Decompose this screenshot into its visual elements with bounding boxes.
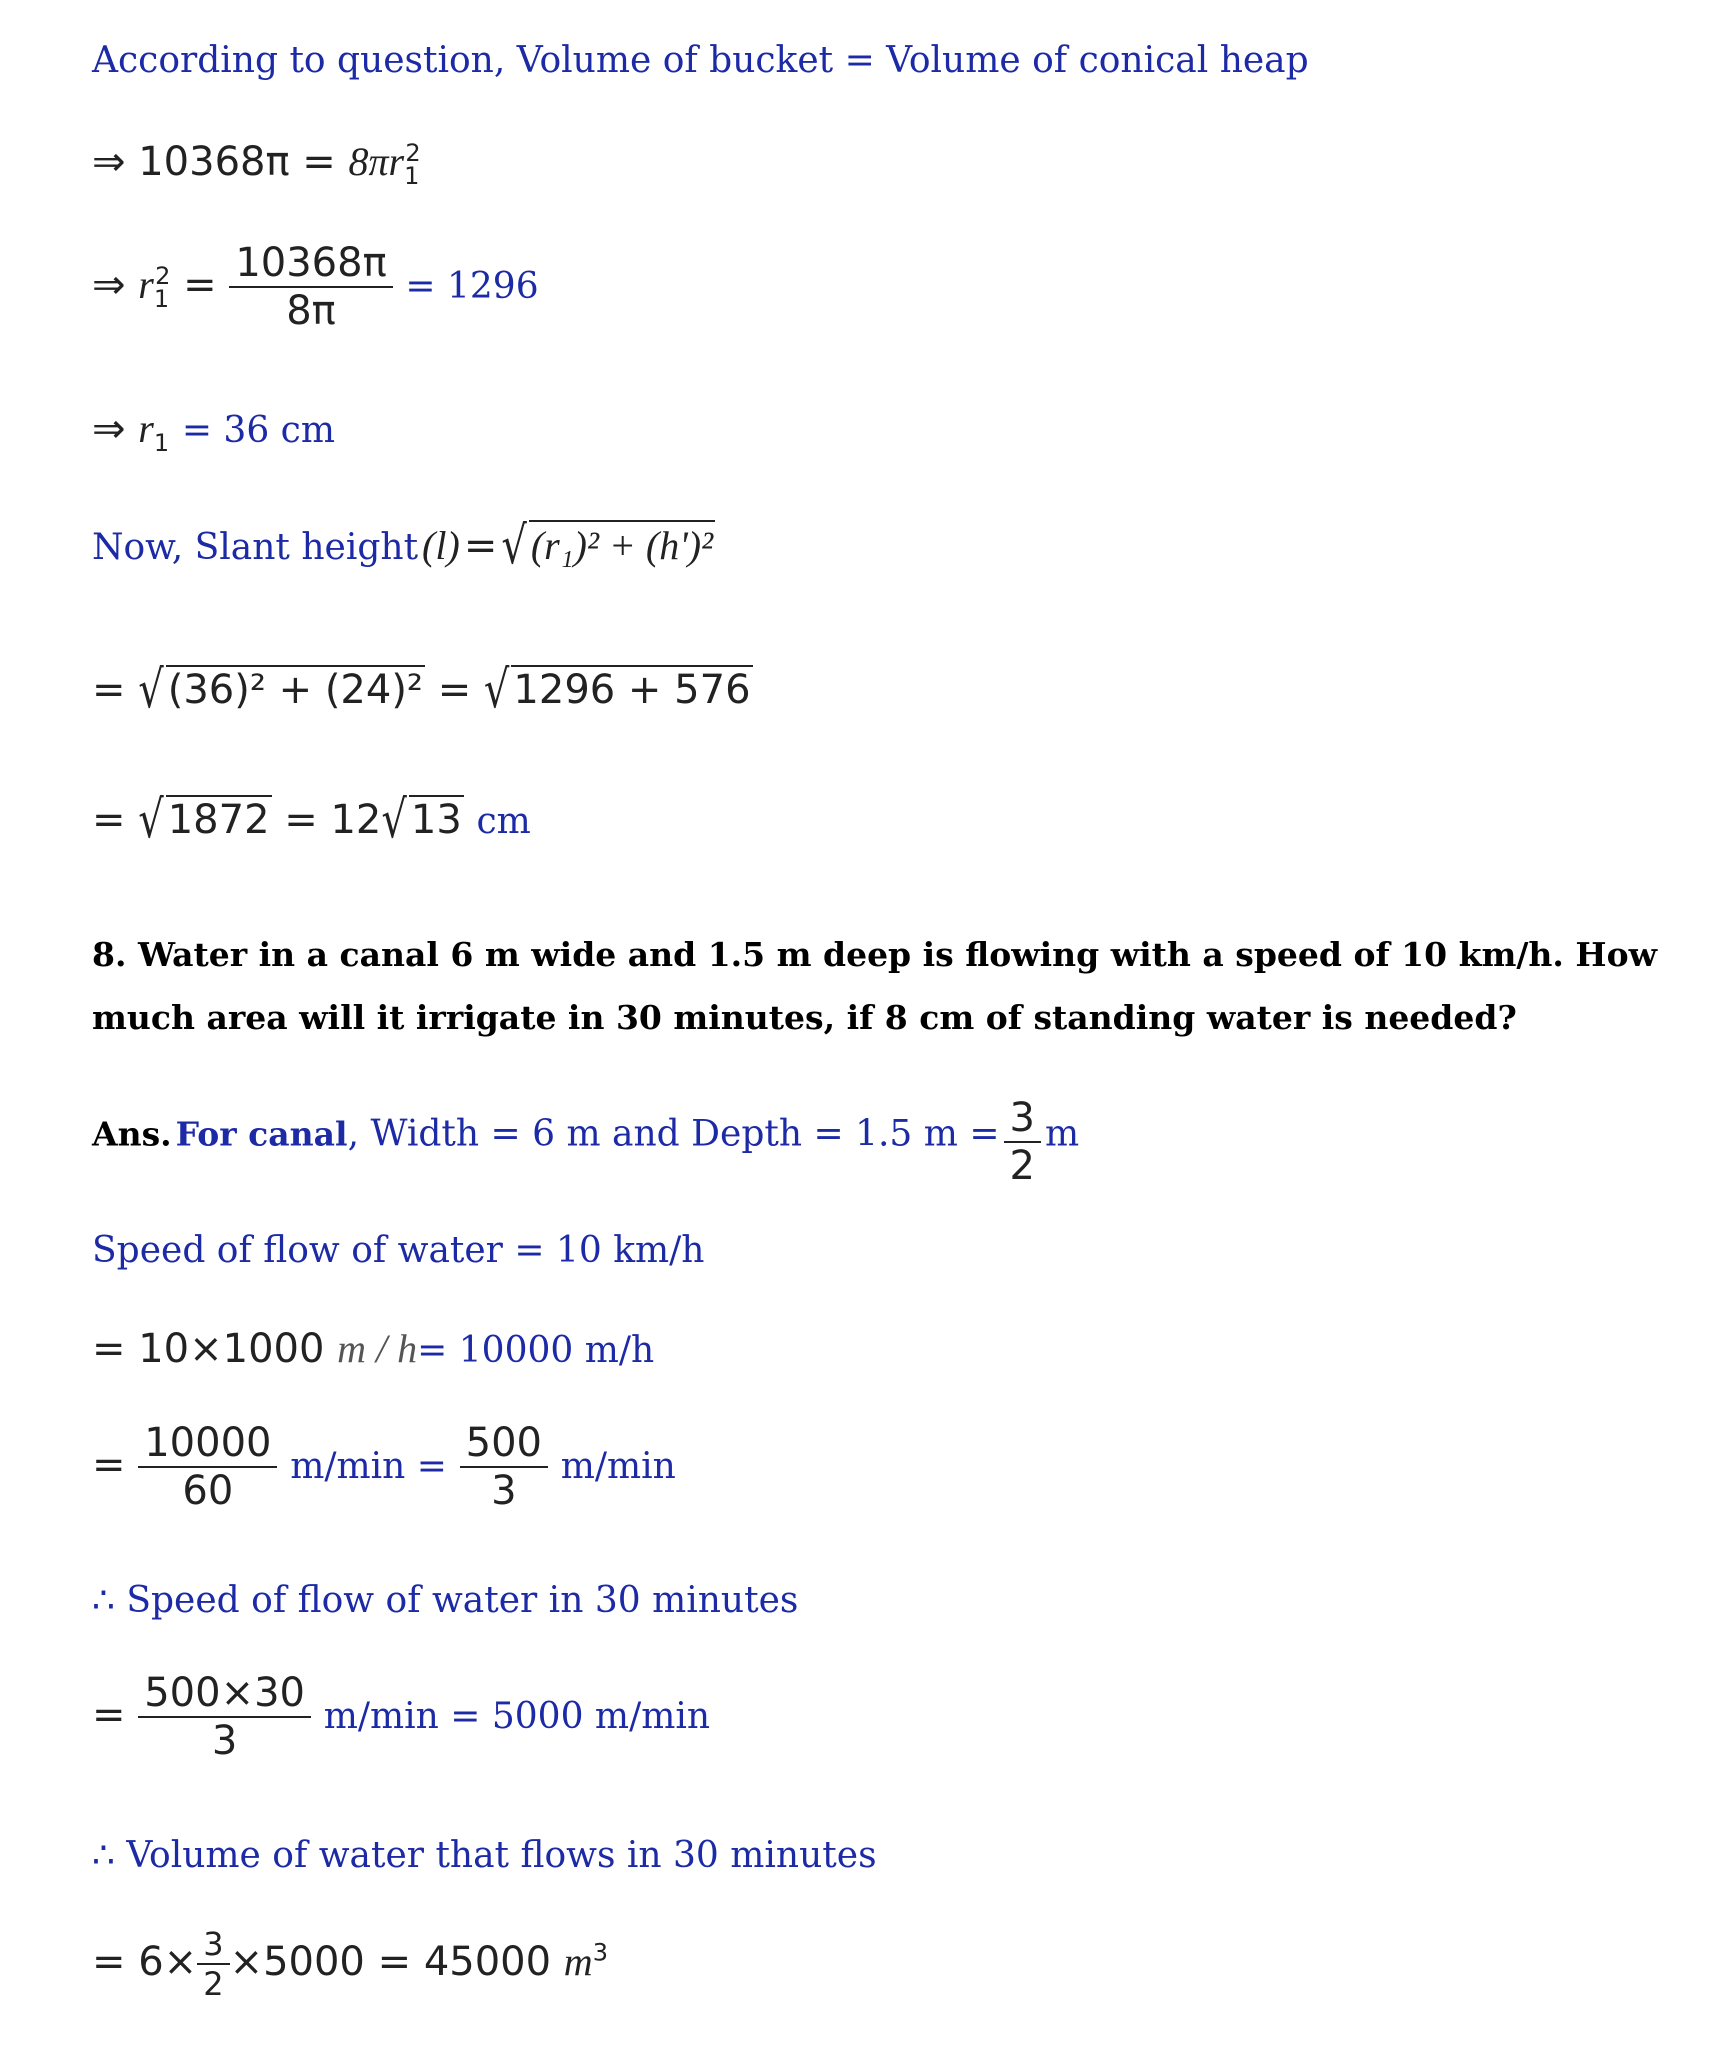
unit: m/min xyxy=(560,1446,676,1487)
sqrt-expression: 1872 xyxy=(167,797,270,843)
lhs: 10368π xyxy=(138,139,290,185)
dimensions: , Width = 6 m and Depth = 1.5 m = xyxy=(347,1113,1000,1155)
therefore-speed-line: ∴ Speed of flow of water in 30 minutes xyxy=(92,1580,799,1621)
slant-height-result: = √ 1872 = 12√ 13 cm xyxy=(92,790,531,850)
therefore-volume-line: ∴ Volume of water that flows in 30 minutes xyxy=(92,1835,877,1876)
equals: = xyxy=(302,139,336,185)
equals: = xyxy=(92,1939,126,1985)
numerator: 3 xyxy=(1009,1095,1035,1141)
fraction xyxy=(197,1925,229,2003)
intro-line: According to question, Volume of bucket = Volume of conical heap xyxy=(92,40,1309,81)
for-canal-label: For canal xyxy=(175,1114,348,1154)
speed-conversion xyxy=(92,1325,654,1372)
implies-arrow: ⇒ xyxy=(92,262,126,308)
result: = 36 cm xyxy=(181,410,335,451)
fraction-1 xyxy=(138,1420,277,1514)
l-var: (l) xyxy=(422,523,460,568)
volume-calculation: = 6× $\frac{3}{2}$ ×5000 = 45000 $m^3$ xyxy=(92,1925,608,2003)
numerator: 3 xyxy=(203,1925,224,1963)
r-var: r xyxy=(138,262,154,307)
equals: = xyxy=(92,1442,126,1488)
question-line-1: 8. Water in a canal 6 m wide and 1.5 m deep is flowing with a speed of 10 km/h. How xyxy=(92,935,1657,974)
equals: = xyxy=(437,667,472,713)
result: = 1296 xyxy=(405,266,539,307)
r-var: r xyxy=(138,406,154,451)
factor: 6× xyxy=(138,1939,198,1985)
equals: = xyxy=(92,1692,126,1738)
sqrt-expression: (r₁)² + (h')² xyxy=(529,520,715,569)
denominator: 8π xyxy=(286,288,336,334)
denominator: 60 xyxy=(182,1468,234,1514)
numerator: 10000 xyxy=(144,1420,272,1466)
equals: = xyxy=(92,1326,126,1372)
ans-label: Ans. xyxy=(92,1114,172,1154)
fraction-2 xyxy=(460,1420,548,1514)
equation-r-squared: ⇒ $r_1^2$ = $\frac{10368\pi}{8\pi}$ = 1296 xyxy=(92,240,539,334)
implies-arrow: ⇒ xyxy=(92,406,126,452)
sqrt-expression: 1296 + 576 xyxy=(513,667,751,713)
denominator: 3 xyxy=(491,1468,517,1514)
fraction xyxy=(138,1670,311,1764)
equals: = xyxy=(183,262,217,308)
fraction xyxy=(229,240,392,334)
unit: cm xyxy=(476,801,531,842)
unit: m xyxy=(563,1939,593,1984)
slant-height-substitution: = √ (36)² + (24)² = √ 1296 + 576 xyxy=(92,660,751,720)
equals: = xyxy=(92,797,126,843)
denominator: 2 xyxy=(203,1965,224,2003)
answer-line xyxy=(92,1095,1079,1189)
equals: = xyxy=(463,523,498,569)
result: = 10000 m/h xyxy=(417,1330,655,1371)
denominator: 2 xyxy=(1009,1143,1035,1189)
factor: ×5000 xyxy=(229,1939,365,1985)
denominator: 3 xyxy=(211,1718,238,1764)
depth-fraction xyxy=(1004,1095,1041,1189)
sqrt-expression: (36)² + (24)² xyxy=(167,667,423,713)
numerator: 10368π xyxy=(235,240,387,286)
result: 45000 xyxy=(423,1939,552,1985)
equals: = xyxy=(377,1939,412,1985)
equals: = xyxy=(284,797,318,843)
slant-height-line: Now, Slant height (l) = √ (r₁)² + (h')² xyxy=(92,516,714,576)
speed-per-minute xyxy=(92,1420,676,1514)
equals: = xyxy=(92,667,126,713)
question-line-2: much area will it irrigate in 30 minutes, if 8 cm of standing water is needed? xyxy=(92,998,1517,1037)
rhs: 8πr xyxy=(348,139,405,184)
numerator: 500×30 xyxy=(144,1670,305,1716)
equation-volume-equality: ⇒ $10368\pi = 8\pi r_1^2$ xyxy=(92,138,421,190)
product: 10×1000 xyxy=(138,1326,325,1372)
unit: m xyxy=(1044,1113,1080,1155)
sqrt-expression: 13 xyxy=(410,797,462,843)
result: m/min = 5000 m/min xyxy=(323,1696,711,1737)
equation-r-value: ⇒ $r_1 = 36$ cm xyxy=(92,406,335,457)
coefficient: 12 xyxy=(330,797,382,843)
numerator: 500 xyxy=(465,1420,542,1466)
implies-arrow: ⇒ xyxy=(92,139,126,185)
speed-line: Speed of flow of water = 10 km/h xyxy=(92,1230,705,1271)
slant-height-label: Now, Slant height xyxy=(92,527,419,568)
speed-30-min xyxy=(92,1670,710,1764)
unit-equals: m/min = xyxy=(290,1446,447,1487)
unit-italic: m / h xyxy=(337,1326,418,1371)
